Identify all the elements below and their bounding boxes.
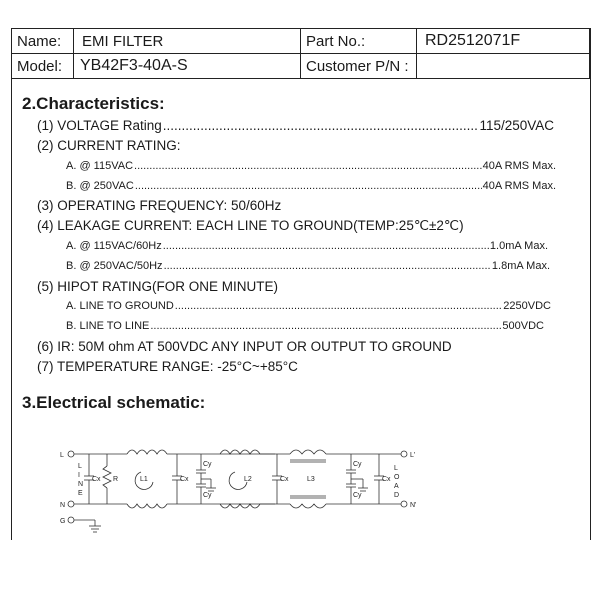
electrical-schematic xyxy=(55,440,425,535)
voltage-rating-label: (1) VOLTAGE Rating xyxy=(37,118,162,133)
customer-pn-value xyxy=(417,54,590,79)
cx4-label: Cx xyxy=(382,476,391,483)
line-letter-3: N xyxy=(78,481,84,488)
hipot-a-value: 2250VDC xyxy=(503,300,551,312)
hipot-a-label: A. LINE TO GROUND xyxy=(66,300,174,312)
hipot-a-row xyxy=(66,300,551,312)
load-letter-4: D xyxy=(394,492,400,499)
current-a-label: A. @ 115VAC xyxy=(66,160,134,172)
terminal-n-prime: N' xyxy=(410,502,417,509)
terminal-l-prime: L' xyxy=(410,452,416,459)
l3-label: L3 xyxy=(307,476,315,483)
l2-label: L2 xyxy=(244,476,252,483)
hipot-b-label: B. LINE TO LINE xyxy=(66,320,150,332)
terminal-l: L xyxy=(60,452,64,459)
part-no-label: Part No.: xyxy=(301,29,417,54)
line-letter-4: E xyxy=(78,490,83,497)
current-a-value: 40A RMS Max. xyxy=(482,160,556,172)
current-b-row xyxy=(66,180,556,192)
leakage-b-label: B. @ 250VAC/50Hz xyxy=(66,260,163,272)
cy1-bottom-label: Cy xyxy=(203,492,212,499)
model-label: Model: xyxy=(12,54,74,79)
l1-label: L1 xyxy=(140,476,148,483)
line-letter-1: L xyxy=(78,463,82,470)
current-b-value: 40A RMS Max. xyxy=(482,180,556,192)
current-b-label: B. @ 250VAC xyxy=(66,180,134,192)
r-label: R xyxy=(113,476,119,483)
cy1-top-label: Cy xyxy=(203,461,212,468)
name-value: EMI FILTER xyxy=(74,29,301,54)
cy2-bottom-label: Cy xyxy=(353,492,362,499)
terminal-n: N xyxy=(60,502,66,509)
load-letter-1: L xyxy=(394,465,398,472)
load-letter-2: O xyxy=(394,474,400,481)
insulation-resistance: (6) IR: 50M ohm AT 500VDC ANY INPUT OR OUTPUT TO GROUND xyxy=(37,339,452,354)
cy2-top-label: Cy xyxy=(353,461,362,468)
leakage-a-label: A. @ 115VAC/60Hz xyxy=(66,240,162,252)
name-label: Name: xyxy=(12,29,74,54)
hipot-rating-title: (5) HIPOT RATING(FOR ONE MINUTE) xyxy=(37,279,278,294)
hipot-b-value: 500VDC xyxy=(502,320,544,332)
schematic-title: 3.Electrical schematic: xyxy=(22,393,206,412)
cx3-label: Cx xyxy=(280,476,289,483)
current-a-row xyxy=(66,160,556,172)
current-rating-title: (2) CURRENT RATING: xyxy=(37,138,181,153)
model-value: YB42F3-40A-S xyxy=(74,54,301,79)
temperature-range: (7) TEMPERATURE RANGE: -25°C~+85°C xyxy=(37,359,298,374)
leakage-b-row xyxy=(66,260,550,272)
line-letter-2: I xyxy=(78,472,80,479)
load-letter-3: A xyxy=(394,483,399,490)
leakage-current-title: (4) LEAKAGE CURRENT: EACH LINE TO GROUND(TEMP:25℃±2℃) xyxy=(37,218,464,233)
cx2-label: Cx xyxy=(180,476,189,483)
leakage-a-row xyxy=(66,240,548,252)
cx1-label: Cx xyxy=(92,476,101,483)
voltage-rating-value: 115/250VAC xyxy=(479,118,554,133)
leakage-b-value: 1.8mA Max. xyxy=(491,260,550,272)
operating-frequency: (3) OPERATING FREQUENCY: 50/60Hz xyxy=(37,198,282,213)
customer-pn-label: Customer P/N : xyxy=(301,54,417,79)
leakage-a-value: 1.0mA Max. xyxy=(489,240,548,252)
characteristics-title: 2.Characteristics: xyxy=(22,94,165,113)
voltage-rating-row xyxy=(37,118,554,133)
header-table xyxy=(11,28,590,79)
hipot-b-row xyxy=(66,320,544,332)
part-no-value: RD2512071F xyxy=(417,29,590,54)
terminal-g: G xyxy=(60,518,66,525)
